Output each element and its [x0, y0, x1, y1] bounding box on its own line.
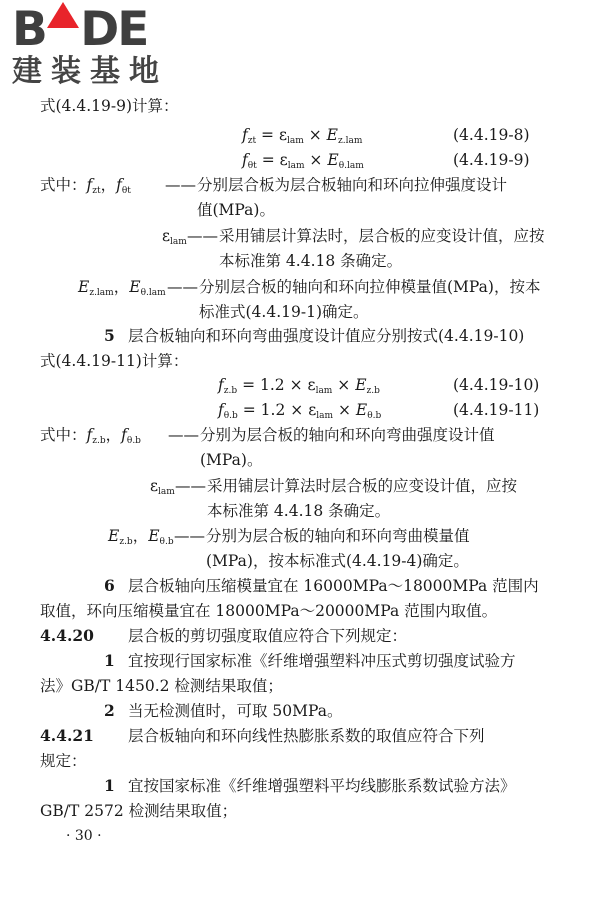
definition-text: 值(MPa)。	[197, 201, 275, 219]
item-number: 1	[104, 651, 115, 670]
text-line: 取值，环向压缩模量宜在 18000MPa～20000MPa 范围内取值。	[40, 602, 498, 620]
text-line: 宜按现行国家标准《纤维增强塑料冲压式剪切强度试验方	[128, 652, 516, 670]
definition-text: 标准式(4.4.19-1)确定。	[199, 303, 369, 321]
text-line: 层合板轴向和环向弯曲强度设计值应分别按式(4.4.19-10)	[128, 327, 525, 345]
logo-subtitle: 建装基地	[12, 54, 168, 89]
logo-letter-b: B	[12, 2, 46, 57]
section-number: 4.4.21	[40, 726, 94, 745]
brand-logo	[12, 2, 172, 90]
equation-number: (4.4.19-9)	[453, 151, 530, 169]
text-line: 式(4.4.19-9)计算：	[40, 97, 179, 115]
logo-wordmark	[12, 2, 148, 57]
definition-text: 本标准第 4.4.18 条确定。	[207, 502, 391, 520]
equation-number: (4.4.19-10)	[453, 376, 540, 394]
equation-number: (4.4.19-8)	[453, 126, 530, 144]
logo-letters-de: DE	[80, 2, 148, 57]
text-line: GB/T 2572 检测结果取值；	[40, 802, 238, 820]
text-line: 法》GB/T 1450.2 检测结果取值；	[40, 677, 283, 695]
definition-text: (MPa)。	[200, 451, 263, 469]
page-number: · 30 ·	[66, 828, 102, 844]
item-number: 1	[104, 776, 115, 795]
logo-letter-a	[46, 6, 80, 53]
section-heading-text: 层合板的剪切强度取值应符合下列规定：	[128, 627, 408, 645]
text-line: 宜按国家标准《纤维增强塑料平均线膨胀系数试验方法》	[128, 777, 516, 795]
definition-text: (MPa)，按本标准式(4.4.19-4)确定。	[206, 552, 469, 570]
item-number: 2	[104, 701, 115, 720]
section-number: 4.4.20	[40, 626, 94, 645]
text-line: 式(4.4.19-11)计算：	[40, 352, 189, 370]
definition-text: 本标准第 4.4.18 条确定。	[219, 252, 403, 270]
text-line: 当无检测值时，可取 50MPa。	[128, 702, 343, 720]
section-heading-text: 层合板轴向和环向线性热膨胀系数的取值应符合下列	[128, 727, 485, 745]
item-number: 6	[104, 576, 115, 595]
text-line: 层合板轴向压缩模量宜在 16000MPa～18000MPa 范围内	[128, 577, 539, 595]
text-line: 规定：	[40, 752, 87, 770]
item-number: 5	[104, 326, 115, 345]
equation-number: (4.4.19-11)	[453, 401, 540, 419]
